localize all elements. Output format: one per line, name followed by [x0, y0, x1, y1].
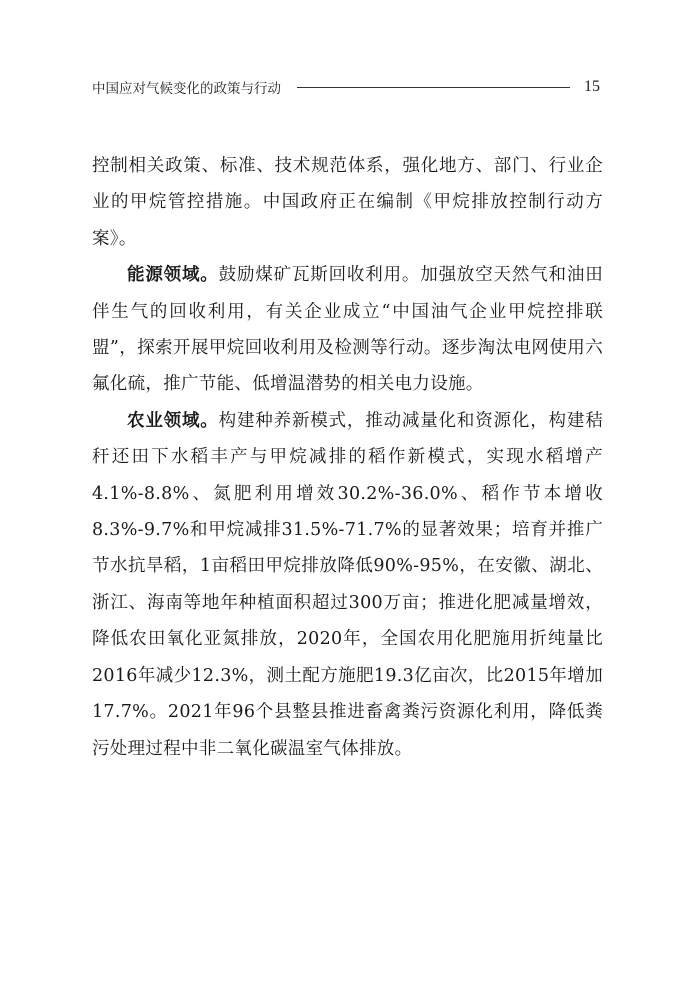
- paragraph-text: 控制相关政策、标准、技术规范体系，强化地方、部门、行业企业的甲烷管控措施。中国政府正在编制《甲烷排放控制行动方案》。: [92, 156, 603, 249]
- body-text: [92, 148, 603, 767]
- paragraph-text: 鼓励煤矿瓦斯回收利用。加强放空天然气和油田伴生气的回收利用，有关企业成立“中国油气企业甲烷控排联盟”，探索开展甲烷回收利用及检测等行动。逐步淘汰电网使用六氟化硫，推广节能、低增温潜势的相关电力设施。: [92, 265, 603, 395]
- page-number: 15: [584, 78, 600, 95]
- running-header-title: 中国应对气候变化的政策与行动: [92, 81, 281, 97]
- paragraph-agriculture-sector: [92, 403, 603, 767]
- header-rule: [297, 87, 570, 88]
- paragraph-text: 构建种养新模式，推动减量化和资源化，构建秸秆还田下水稻丰产与甲烷减排的稻作新模式，实现水稻增产4.1%-8.8%、氮肥利用增效30.2%-36.0%、稻作节本增收8.3%-9.7%和甲烷减排31.5%-71.7%的显著效果；培育并推广节水抗旱稻，1亩稻田甲烷排放降低90%-95%，在安徽、湖北、浙江、海南等地年种植面积超过300万亩；推进化肥减量增效，降低农田氧化亚氮排放，2020年，全国农用化肥施用折纯量比2016年减少12.3%，测土配方施肥19.3亿亩次，比2015年增加17.7%。2021年96个县整县推进畜禽粪污资源化利用，降低粪污处理过程中非二氧化碳温室气体排放。: [92, 410, 603, 759]
- paragraph-lead-energy: 能源领域。: [127, 265, 219, 286]
- paragraph-energy-sector: [92, 257, 603, 403]
- paragraph-lead-agriculture: 农业领域。: [127, 410, 219, 431]
- paragraph-continuation: [92, 148, 603, 257]
- running-header: [92, 76, 600, 98]
